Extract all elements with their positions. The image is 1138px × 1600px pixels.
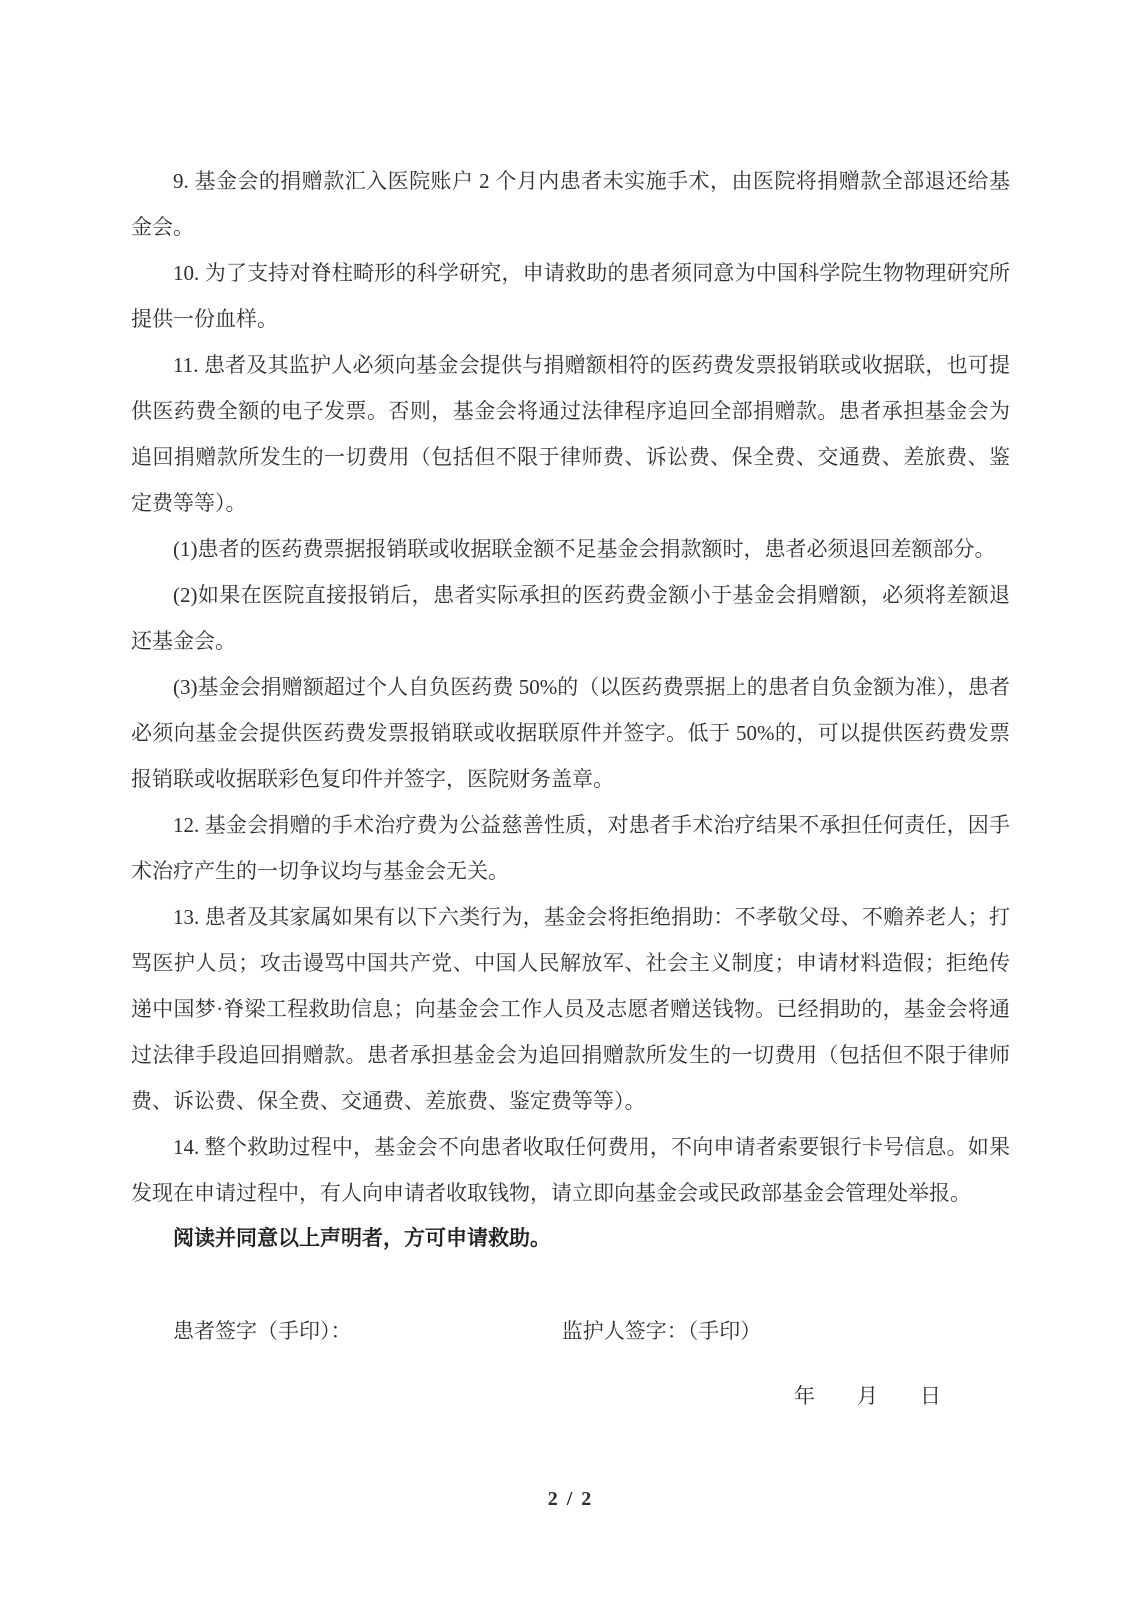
paragraph-9: 9. 基金会的捐赠款汇入医院账户 2 个月内患者未实施手术，由医院将捐赠款全部退还给基金会。: [131, 169, 1010, 239]
paragraph-13: 13. 患者及其家属如果有以下六类行为，基金会将拒绝捐助：不孝敬父母、不赡养老人；打骂医护人员；攻击谩骂中国共产党、中国人民解放军、社会主义制度；申请材料造假；拒绝传递中国梦·脊梁工程救助信息；向基金会工作人员及志愿者赠送钱物。已经捐助的，基金会将通过法律手段追回捐赠款。患者承担基金会为追回捐赠款所发生的一切费用（包括但不限于律师费、诉讼费、保全费、交通费、差旅费、鉴定费等等）。: [131, 905, 1010, 1113]
paragraph-10: 10. 为了支持对脊柱畸形的科学研究，申请救助的患者须同意为中国科学院生物物理研究所提供一份血样。: [131, 261, 1010, 331]
paragraph-14: 14. 整个救助过程中，基金会不向患者收取任何费用，不向申请者索要银行卡号信息。如果发现在申请过程中，有人向申请者收取钱物，请立即向基金会或民政部基金会管理处举报。: [131, 1135, 1010, 1205]
paragraph-12: 12. 基金会捐赠的手术治疗费为公益慈善性质，对患者手术治疗结果不承担任何责任，因手术治疗产生的一切争议均与基金会无关。: [131, 813, 1010, 883]
page-number: 2 / 2: [547, 1488, 594, 1510]
paragraph-11-sub-2: (2)如果在医院直接报销后，患者实际承担的医药费金额小于基金会捐赠额，必须将差额退还基金会。: [131, 583, 1010, 653]
paragraph-11-sub-3: (3)基金会捐赠额超过个人自负医药费 50%的（以医药费票据上的患者自负金额为准），患者必须向基金会提供医药费发票报销联或收据联原件并签字。低于 50%的，可以提供医药费发票报销联或收据联彩色复印件并签字，医院财务盖章。: [131, 675, 1010, 791]
guardian-signature-label: 监护人签字：（手印）: [561, 1319, 762, 1343]
agreement-statement: 阅读并同意以上声明者，方可申请救助。: [173, 1227, 551, 1250]
signature-row: [131, 1308, 1010, 1354]
paragraph-11-sub-1: (1)患者的医药费票据报销联或收据联金额不足基金会捐款额时，患者必须退回差额部分。: [173, 537, 996, 561]
patient-signature-label: 患者签字（手印）：: [173, 1319, 352, 1343]
date-line: 年 月 日: [794, 1384, 941, 1408]
paragraph-11: 11. 患者及其监护人必须向基金会提供与捐赠额相符的医药费发票报销联或收据联，也可提供医药费全额的电子发票。否则，基金会将通过法律程序追回全部捐赠款。患者承担基金会为追回捐赠款所发生的一切费用（包括但不限于律师费、诉讼费、保全费、交通费、差旅费、鉴定费等等）。: [131, 353, 1010, 515]
